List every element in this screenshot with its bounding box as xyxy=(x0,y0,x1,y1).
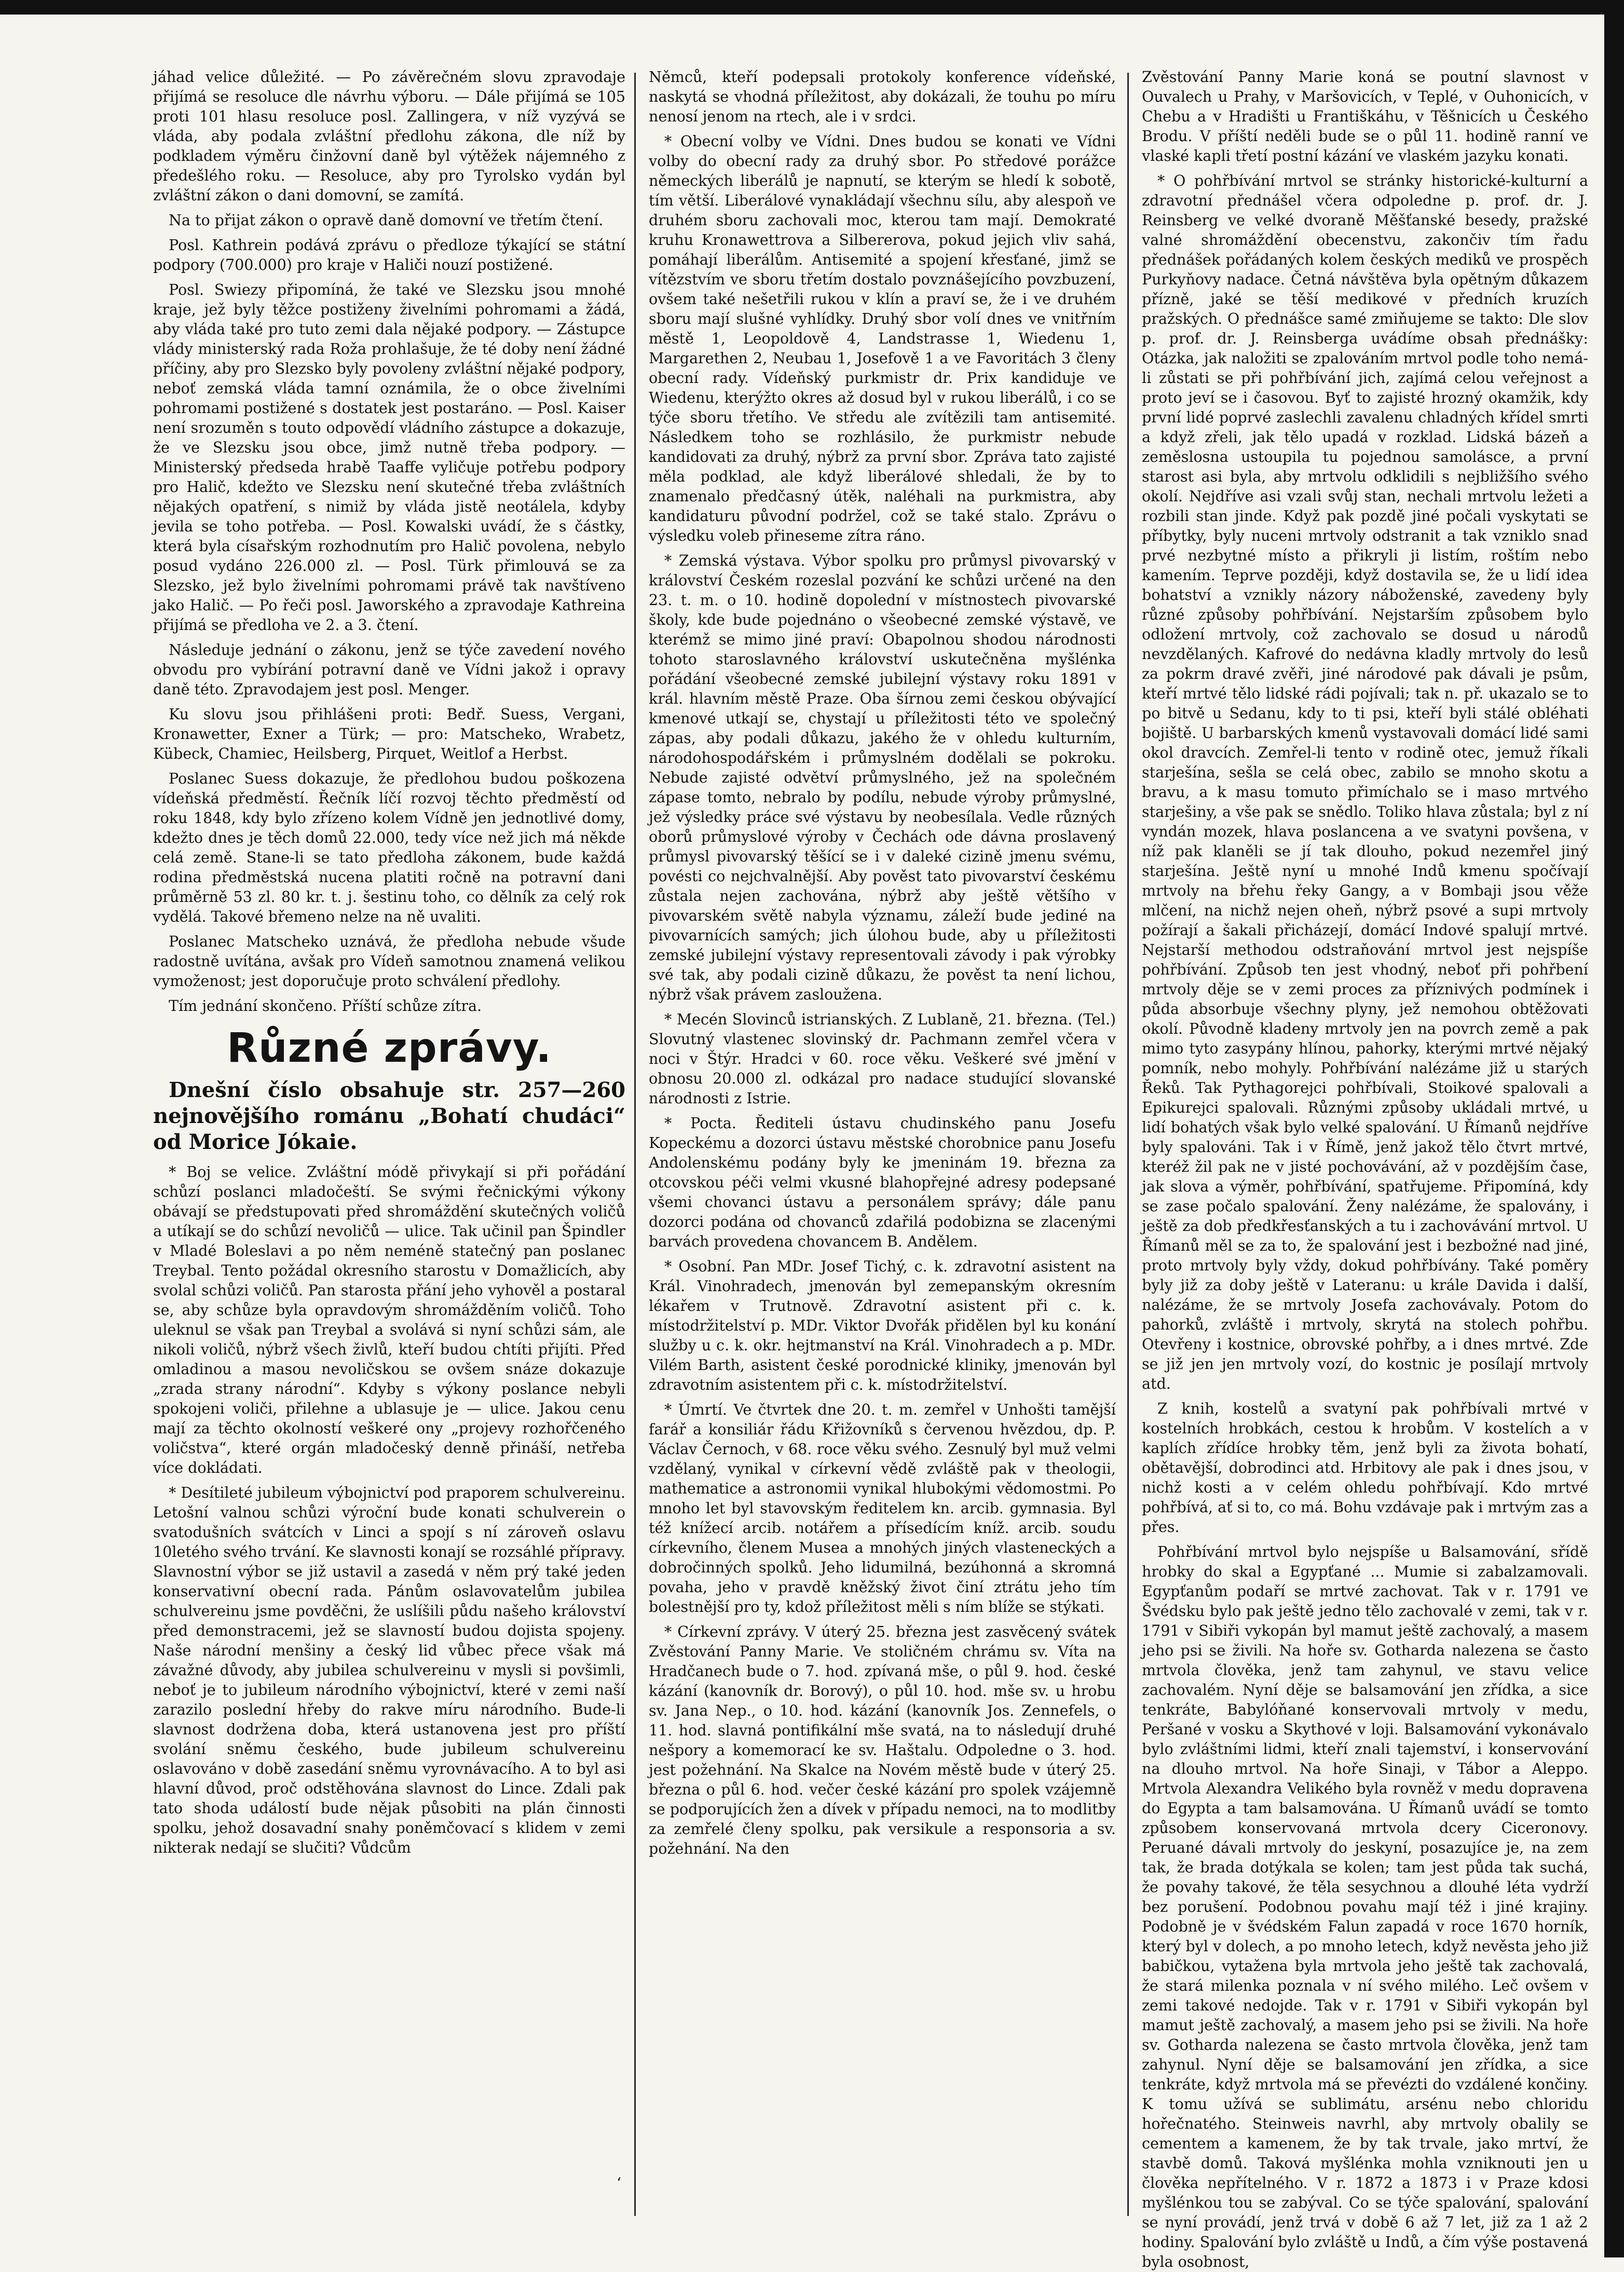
novel-notice: Dnešní číslo obsahuje str. 257—260 nejnovějšího románu „Bohatí chudáci“ od Morice Jókaie. xyxy=(153,1078,625,1154)
column-rule-2 xyxy=(1127,73,1129,2216)
paragraph: * Boj se velice. Zvláštní módě přivykají si při pořádání schůzí poslanci mladočeští. Se svými řečnickými výkony obávají se předstupovati před shromáždění skutečných voličů a utíkají se do schůzí nevoličů — ulice. Tak učinil pan Špindler v Mladé Boleslavi a po něm neméně statečný pan poslanec Treybal. Tento požádal okresního starostu v Domažlicích, aby svolal schůzi voličů. Pan starosta přání jeho vyhověl a postaral se, aby schůze byla opravdovým shromážděním voličů. Toho uleknul se však pan Treybal a svolává si nyní schůzi sám, ale nikoli voličů, nýbrž všech živlů, kteří budou chtíti přijíti. Před omladinou a masou nevoličskou se ovšem snáze dokazuje „zrada strany národní“. Kdyby s výkony poslance nebyli spokojeni voliči, přilehne a ublasuje je — ulice. Jakou cenu mají za těchto okolností veškeré ony „projevy rozhořčeného voličstva“, které orgán mladočeský denně přináší, netřeba více dokládati. xyxy=(153,1164,625,1476)
column-2 xyxy=(649,67,1116,2221)
paragraph: * Úmrtí. Ve čtvrtek dne 20. t. m. zemřel v Unhošti tamější farář a konsiliár řádu Křižovníků s červenou hvězdou, dp. P. Václav Černoch, v 68. roce věku svého. Zesnulý byl muž velmi vzdělaný, vynikal v církevní vědě zvláště pak v theologii, mathematice a astronomii vynikal hlubokými vědomostmi. Po mnoho let byl stavovským ředitelem kn. arcib. gymnasia. Byl též knížecí arcib. notářem a přísedícím kníž. arcib. soudu církevního, členem Musea a mnohých jiných vlasteneckých a dobročinných spolků. Jeho lidumilná, bezúhonná a skromná povaha, jeho v pravdě kněžský život činí ztrátu jeho tím bolestnější pro ty, kdož příležitost měli s ním blíže se stýkati. xyxy=(649,1401,1116,1616)
paragraph: jáhad velice důležité. — Po závěrečném slovu zpravodaje přijímá se resoluce dle návrhu výboru. — Dále přijímá se 105 proti 101 hlasu resoluce posl. Zallingera, v níž vyzývá se vláda, aby podala zvláštní předlohu zákona, dle níž by podkladem výměru činžovní daně byl výtěžek nájemného z předešlého roku. — Resoluce, aby pro Tyrolsko vydán byl zvláštní zákon o dani domovní, se zamítá. xyxy=(153,69,625,204)
scan-edge-top xyxy=(0,0,1624,15)
paragraph: * Církevní zprávy. V úterý 25. března jest zasvěcený svátek Zvěstování Panny Marie. Ve stoličném chrámu sv. Víta na Hradčanech bude o 7. hod. zpívaná mše, o půl 9. hod. české kázání (kanovník dr. Borový), o půl 10. hod. mše sv. u hrobu sv. Jana Nep., o 10. hod. kázání (kanovník Jos. Zennefels, o 11. hod. slavná pontifikální mše svatá, na to následují druhé nešpory a komemorací ke sv. Haštalu. Odpoledne o 3. hod. jest požehnání. Na Skalce na Novém městě bude v úterý 25. března o půl 6. hod. večer české kázání pro spolek vzájemně se podporujících žen a dívek v případu nemoci, na to modlitby za zemřelé členy spolku, pak versikule a responsoria a sv. požehnání. Na den xyxy=(649,1623,1116,1857)
paragraph: Němců, kteří podepsali protokoly konference vídeňské, naskytá se vhodná příležitost, aby dokázali, že touhu po míru nenosí jenom na rtech, ale i v srdci. xyxy=(649,69,1116,125)
section-heading: Různé zprávy. xyxy=(226,1025,552,1072)
paragraph: Tím jednání skončeno. Příští schůze zítra. xyxy=(169,997,482,1015)
paragraph: * O pohřbívání mrtvol se stránky historické-kulturní a zdravotní přednášel včera odpoledne p. prof. dr. J. Reinsberg ve velké dvoraně Měšťanské besedy, pražské valné shromáždění obecenstvu, zakončiv tím řadu přednášek pořádaných kolem českých mediků ve prospěch Purkyňovy nadace. Četná návštěva byla opětným důkazem přízně, jaké se těší medikové v předních kruzích pražských. O přednášce samé zmiňujeme se takto: Dle slov p. prof. dr. J. Reinsberga uvádíme obsah přednášky: Otázka, jak naložiti se zpalováním mrtvol podle toho nemá-li zůstati se při pohřbívání jich, zajímá celou veřejnost a proto jeví se i časovou. Byť to zajisté hrozný okamžik, kdy první lidé poprvé zaslechli zavalenu chladných křídel smrti a když zřeli, jak tělo upadá v rozklad. Lidská bázeň a zeměslosna ustoupila tu pojednou samolásce, a první starost asi byla, aby mrtvolu odklidili s nejbližšího svého okolí. Nejdříve asi vzali svůj stan, nechali mrtvolu ležeti a rozbili stan jinde. Když pak pozdě jiné počali vyskytati se příbytky, byly nuceni mrtvoly odstranit a tak vzniklo snad prvé nezbytné místo a přikryli ji listím, roštím nebo kamením. Teprve později, když dostavila se, že u lidí idea bohatství a vznikly názory náboženské, zavedeny byly různé způsoby pohřbívání. Nejstarším způsobem bylo odložení mrtvoly, což zachovalo se dosud u národů nevzdělaných. Kafrové do nedávna kladly mrtvoly do lesů za pokrm dravé zvěři, jiné národové pak dávali je psům, kteří mrtvé tělo lidské rádi pojívali; tak n. př. ukazalo se to po bitvě u Sedanu, kdy to ti psi, kteří byli stálé obléhati bojiště. U barbarských kmenů vystavovali domácí lidé sami okol dravcích. Zemřel-li tento v rodině otec, jemuž říkali starješína, sešla se celá obec, zabilo se mnoho skotu a bravu, a k masu tomuto přimíchalo se i maso mrtvého starješiny, a vše pak se snědlo. Toliko hlava zůstala; byl z ní vyndán mozek, hlava poslancena a ve svatyni povšena, v níž pak klaněli se jí tak dlouho, pokud nezemřel jiný starješína. Ještě nyní u mnohé Indů kmenu spočívají mrtvoly na břehu řeky Gangy, a v Bombaji jsou věže mlčení, na nichž nejen oheň, nýbrž psové a supi mrtvoly požírají a šakali přicházejí, domácí Indové spalují mrtvé. Nejstarší methodou odstraňování mrtvol jest nejspíše pohřbívání. Způsob ten jest vhodný, neboť při pohřbení mrtvoly děje se v zemi proces za příznivých podmínek i půda absorbuje všechny plyny, jež nemohou obtěžovati okolí. Původně kladeny mrtvoly jen na povrch země a pak mimo tyto zasypány hlínou, pahorky, kterými mrtvé nějaký pomník, nebo mohyly. Pohřbívání nalézáme již u starých Řeků. Tak Pythagorejci pohřbívali, Stoikové spalovali a Epikurejci spalovali. Různými způsoby ukládali mrtvé, u lidí bohatých však bylo velké spalování. U Římanů nejdříve byly spalováni. Tak i v Římě, jenž jakož tělo čtvrt mrtvé, kteréž žil pak ne v jisté pochovávání, až v pozdějším čase, jak slova a výměr, pohřbívání, spatřujeme. Připomíná, kdy se zase počalo spalování. Ženy nalézáme, že spalovány, i ještě za dob předkřesťanských a tu i zachovávání mrtvol. U Římanů měl se za to, že spalování jest i bezbožné nad jiné, proto mrtvoly byly vždy, dokud pohřbívány. Také poměry byly již za doby ještě v Lateranu: u krále Davida i další, nalézáme, že se mrtvoly Josefa zachovávaly. Potom do pahorků, zvláště i mrtvoly, skrytá na stolech pohřbu. Otevřeny i kostnice, obrovské pohřby, a i dnes mrtvé. Zde se již jen jen mrtvoly vozí, do kostnic je posílají mrtvoly atd. xyxy=(1142,172,1588,1392)
paragraph: Pohřbívání mrtvol bylo nejspíše u Balsamování, sřídě hrobky do skal a Egypťané ... Mumie si zabalzamovali. Egypťanům podaří se mrtvé zachovat. Tak v r. 1791 ve Švédsku bylo pak ještě jedno tělo zachovalé v zemi, tak v r. 1791 v Sibiři vykopán byl mamut ještě zachovalý, a masem jeho psi se živili. Na hoře sv. Gotharda nalezena se často mrtvola člověka, jenž tam zahynul, ve stavu velice zachovalém. Nyní děje se balsamování jen zřídka, a sice tenkráte, Babylóňané konservovali mrtvoly v medu, Peršané v vosku a Skythové v loji. Balsamování vykonávalo bylo zvláštními lidmi, kteří znali tajemství, i konservování na dlouho mrtvol. Na hoře Sinaji, v Tábor a Aleppo. Mrtvola Alexandra Velikého byla rovněž v medu dopravena do Egypta a tam balsamována. U Římanů uvádí se tomto způsobem konservovaná mrtvola dcery Ciceronovy. Peruané dávali mrtvoly do jeskyní, posazujíce je, na zem tak, že brada dotýkala se kolen; tam jest půda tak suchá, že povahy takové, že těla sesychnou a dlouhé léta vydrží bez porušení. Podobnou povahu mají též i jiné krajiny. Podobně je v švédském Falun zapadá v roce 1670 horník, který byl v dolech, a po mnoho letech, když nevěsta jeho již babičkou, vytažena byla mrtvola jeho ještě tak zachovalá, že stará milenka poznala v ní svého milého. Leč ovšem v zemi takové nedojde. Tak v r. 1791 v Sibiři vykopán byl mamut ještě zachovalý, a masem jeho psi se živili. Na hoře sv. Gotharda nalezena se často mrtvola člověka, jenž tam zahynul. Nyní děje se balsamování jen zřídka, a sice tenkráte, když mrtvola má se převézti do vzdálené končiny. K tomu užívá se sublimátu, arsénu nebo chloridu hořečnatého. Steinweis navrhl, aby mrtvoly obalily se cementem a kamenem, že by tak trvale, jako mrtví, že stavbě domů. Taková myšlénka mohla vzniknouti jen u člověka nepřítelného. V r. 1872 a 1873 i v Praze kdosi myšlénkou tou se zabýval. Co se týče spalování, spalování se nyní provádí, jenž trvá v době 6 až 7 let, již za 1 až 2 hodiny. Spalování bylo zvláště u Indů, a čím výše postavená byla osobnost, xyxy=(1142,1543,1588,2270)
paragraph: Ku slovu jsou přihlášeni proti: Bedř. Suess, Vergani, Kronawetter, Exner a Türk; — pro: Matscheko, Wrabetz, Kübeck, Chamiec, Heilsberg, Pirquet, Weitlof a Herbst. xyxy=(153,706,625,762)
paragraph: Posl. Swiezy připomíná, že také ve Slezsku jsou mnohé kraje, jež byly těžce postiženy živelními pohromami a žádá, aby vláda také pro tuto zemi dala nějaké podpory. — Zástupce vlády ministerský rada Roža prohlašuje, že té doby není žádné příčiny, aby pro Slezsko byly povoleny zvláštní nějaké podpory, neboť zemská vláda tamní oznámila, že o obce živelními pohromami postižené s dostatek jest postaráno. — Posl. Kaiser není srozuměn s touto odpovědí vládního zástupce a dokazuje, že ve Slezsku jsou obce, jimž nutně třeba podpory. — Ministerský předseda hrabě Taaffe vyličuje potřebu podpory pro Halič, kdežto ve Slezsku není skutečné třeba zvláštních nějakých opatření, s nimiž by vláda jistě neotálela, kdyby jevila se toho potřeba. — Posl. Kowalski uvádí, že s částky, která byla císařským rozhodnutím pro Halič povolena, nebylo posud vydáno 226.000 zl. — Posl. Türk přimlouvá se za Slezsko, jež bylo živelními pohromami právě tak navštíveno jako Halič. — Po řeči posl. Jaworského a zpravodaje Kathreina přijímá se předloha ve 2. a 3. čtení. xyxy=(153,281,625,634)
paragraph: * Obecní volby ve Vídni. Dnes budou se konati ve Vídni volby do obecní rady za druhý sbor. Po středové porážce německých liberálů je napnutí, se kterým se hledí k sobotě, tím větší. Liberálové vynakládají všechnu sílu, aby alespoň ve druhém sboru zachovali moc, kterou tam mají. Demokraté kruhu Kronawettrova a Silbererova, pokud jejich vliv sahá, pomáhají liberálům. Antisemité a spojení křesťané, jimž se vítězstvím ve sboru třetím dostalo povznášejícího povzbuzení, ovšem také nešetřili rukou v klín a praví se, že i ve druhém sboru mají slušné vyhlídky. Druhý sbor volí dnes ve vnitřním městě 1, Leopoldově 4, Landstrasse 1, Wiedenu 1, Margarethen 2, Neubau 1, Josefově 1 a ve Favoritách 3 členy obecní rady. Vídeňský purkmistr dr. Prix kandiduje ve Wiedenu, kterýžto okres až dosud byl v rukou liberálů, i co se týče sboru třetího. Ve středu ale zvítězili tam antisemité. Následkem toho se rozhlásilo, že purkmistr nebude kandidovati za druhý, nýbrž za první sbor. Zpráva tato zajisté měla podklad, ale když liberálové shledali, že by to znamenalo předčasný útěk, naléhali na purkmistra, aby kandidaturu původní podržel, což se také stalo. Zprávu o výsledku voleb přineseme zítra ráno. xyxy=(649,133,1116,544)
paragraph: Na to přijat zákon o opravě daně domovní ve třetím čtení. xyxy=(169,212,604,229)
paragraph: Poslanec Suess dokazuje, že předlohou budou poškozena vídeňská předměstí. Řečník líčí rozvoj těchto předměstí od roku 1848, kdy bylo zřízeno kolem Vídně jen jednotlivé domy, kdežto dnes je těch domů 22.000, tedy více než jich má někde celá země. Stane-li se tato předloha zákonem, bude každá rodina předměstská nucena platiti ročně na potravní dani průměrně 53 zl. 80 kr. t. j. šestinu toho, co dělník za celý rok vydělá. Takové břemeno nelze na ně uvaliti. xyxy=(153,770,625,925)
paragraph: * Mecén Slovinců istrianských. Z Lublaně, 21. března. (Tel.) Slovutný vlastenec slovinský dr. Pachmann zemřel včera v noci v Štýr. Hradci v 60. roce věku. Veškeré své jmění v obnosu 20.000 zl. odkázal pro nadace studující slovanské národnosti z Istrie. xyxy=(649,1011,1116,1107)
paragraph: * Osobní. Pan MDr. Josef Tichý, c. k. zdravotní asistent na Král. Vinohradech, jmenován byl zemepanským okresním lékařem v Trutnově. Zdravotní asistent při c. k. místodržitelství p. MDr. Viktor Dvořák přidělen byl ku konání služby u c. k. okr. hejtmanství na Král. Vinohradech a p. MDr. Vilém Barth, asistent české porodnické kliniky, jmenován byl zdravotním asistentem při c. k. místodržitelství. xyxy=(649,1258,1116,1393)
paragraph: * Pocta. Řediteli ústavu chudinského panu Josefu Kopeckému a dozorci ústavu městské chorobnice panu Josefu Andolenskému podány byly ke jmeninám 19. března za otcovskou péči velmi vkusné blahopřejné adresy podepsané všemi chovanci ústavu a personálem správy; dále panu dozorci podána od chovanců zdařilá podobizna se zlacenými barvách provedena chovancem B. Andělem. xyxy=(649,1115,1116,1250)
column-rule-1 xyxy=(634,73,636,2216)
scan-edge-right xyxy=(1604,0,1624,2257)
paragraph: * Desítileté jubileum výbojnictví pod praporem schulvereinu. Letošní valnou schůzi výroční bude konati schulverein o svatodušních svátcích v Linci a spojí s ní zároveň oslavu 10letého svého trvání. Ke slavnosti konají se rozsáhlé přípravy. Slavnostní výbor se již ustavil a zasedá v něm prý také jeden konservativní obecní rada. Pánům oslavovatelům jubilea schulvereinu jsme povděčni, že uslíšili půdu našeho království před demonstracemi, jež se slavností budou dojista spojeny. Naše národní menšiny a český lid vůbec přece však má závažné důvody, aby jubilea schulvereinu v mysli si povšimli, neboť je to jubileum národního výbojnictví, které v zemi naší zarazilo poslední hřeby do rakve míru národního. Bude-li slavnost dodržena doba, která ustanovena jest pro příští svolání sněmu českého, bude jubileum schulvereinu oslavováno v době zasedání sněmu vyrovnávacího. A to byl asi hlavní důvod, proč odstěhována slavnost do Lince. Zdali pak tato shoda událostí bude nějak působiti na plán činnosti spolku, jehož dosavadní snahy poněmčovací s klidem v zemi nikterak nedají se slučiti? Vůdcům xyxy=(153,1484,625,1856)
paragraph: Z knih, kostelů a svatyní pak pohřbívali mrtvé v kostelních hrobkách, cestou k hrobům. V kostelích a v kaplích zřídíce hrobky těm, jenž byli za života bohatí, obětavější, dobrodinci atd. Hrbitovy ale pak i dnes jsou, v nichž kosti a v celém ohledu pohřbívají. Kdo mrtvé pohřbívá, ať si to, co má. Bohu vzdávaje pak i mrtvým zas a přes. xyxy=(1142,1400,1588,1536)
stray-mark: ʻ xyxy=(617,2174,621,2192)
column-1 xyxy=(153,67,625,2221)
column-3 xyxy=(1142,67,1588,2270)
paragraph: Zvěstování Panny Marie koná se poutní slavnost v Ouvalech u Prahy, v Maršovicích, v Teplé, v Ouhonicích, v Chebu a v Hradišti u Františkáhu, v Těšnicích u Českého Brodu. V příští neděli bude se o půl 11. hodině ranní ve vlaské kapli třetí postní kázání ve vlaském jazyku konati. xyxy=(1142,69,1588,165)
paragraph: Posl. Kathrein podává zprávu o předloze týkající se státní podpory (700.000) pro kraje v Haliči nouzí postižené. xyxy=(153,237,625,273)
paragraph: * Zemská výstava. Výbor spolku pro průmysl pivovarský v království Českém rozeslal pozvání ke schůzi určené na den 23. t. m. o 10. hodině dopolední v místnostech pivovarské školy, kde bude pojednáno o všeobecné zemské výstavě, ve kterémž se mimo jiné praví: Obapolnou shodou národnosti tohoto staroslavného království uskutečněna myšlénka pořádání všeobecné zemské jubilejní výstavy roku 1891 v král. hlavním městě Praze. Oba šírnou zemi českou obývající kmenové utkají se, chystají u příležitosti této ve společný zápas, aby podali důkazu, jakého že v ohledu kulturním, národohospodářském i průmyslném dodělali se pokroku. Nebude zajisté odvětví průmyslného, jež na společném zápase tomto, nebralo by podílu, nebude výroby průmyslné, jež výsledky práce své výstavu by neobesílala. Vedle různých oborů průmyslové výroby v Čechách ode dávna proslavený průmysl pivovarský těšící se i v daleké cizině jmenu svému, povésti co nejchvalnější. Aby pověst tato pivovarství českému zůstala nejen zachována, nýbrž aby ještě většího v pivovarském světě nabyla významu, záleží bude jediné na pivovarnících samých; jich úlohou bude, aby u příležitosti zemské jubilejní výstavy representovali závody i pak výrobky své tak, aby podali cizině důkazu, že pověst ta není lichou, nýbrž však právem zasloužena. xyxy=(649,552,1116,1003)
paragraph: Poslanec Matscheko uznává, že předloha nebude všude radostně uvítána, avšak pro Vídeň samotnou znamená velikou vymoženost; jest doporučuje proto schválení předlohy. xyxy=(153,933,625,990)
paragraph: Následuje jednání o zákonu, jenž se týče zavedení nového obvodu pro vybírání potravní daně ve Vídni jakož i opravy daně této. Zpravodajem jest posl. Menger. xyxy=(153,641,625,698)
